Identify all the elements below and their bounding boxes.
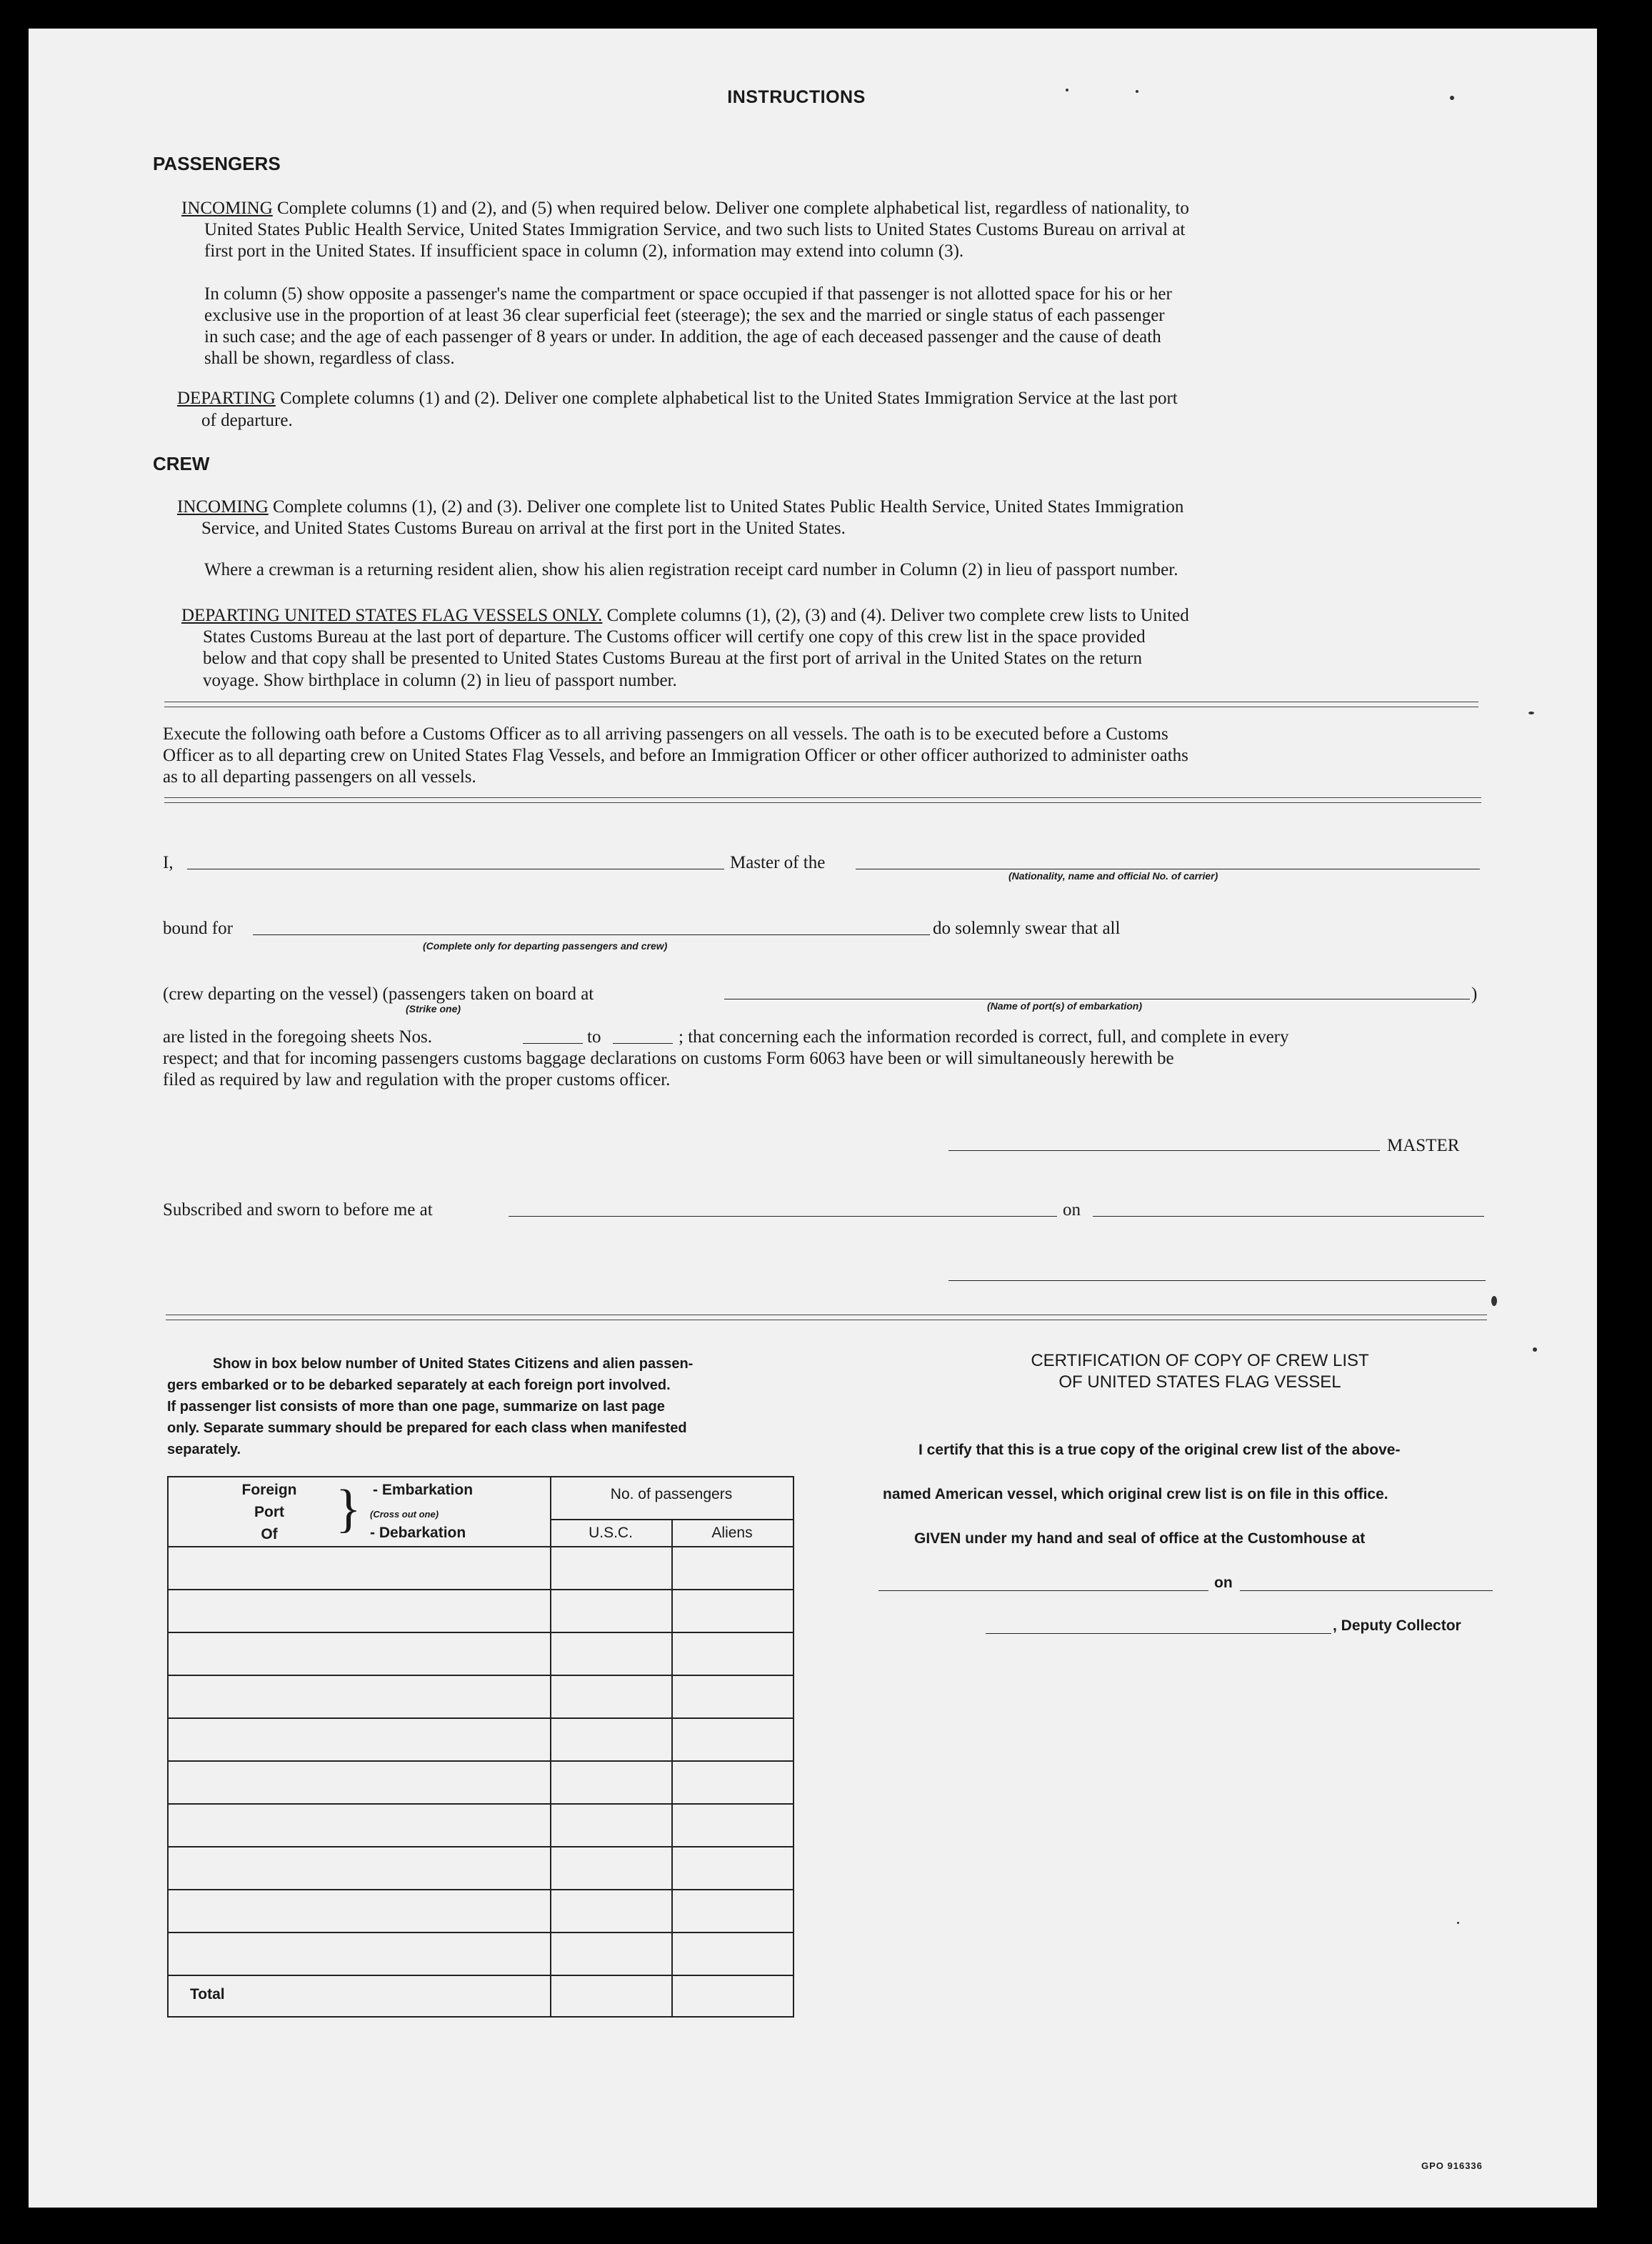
- crew-departing-label: DEPARTING UNITED STATES FLAG VESSELS ONLY.: [181, 606, 603, 625]
- summary-note-line4: only. Separate summary should be prepared for each class when manifested: [167, 1420, 687, 1436]
- strike-one-caption: (Strike one): [406, 1003, 461, 1014]
- passengers-departing-line2: of departure.: [201, 411, 293, 430]
- summary-note-line2: gers embarked or to be debarked separately at each foreign port involved.: [167, 1377, 671, 1393]
- subscribed-label: Subscribed and sworn to before me at: [163, 1200, 433, 1220]
- crew-departing-text: Complete columns (1), (2), (3) and (4). Deliver two complete crew lists to United: [606, 606, 1189, 625]
- passengers-departing-label: DEPARTING: [177, 389, 276, 408]
- deputy-collector-signature-field[interactable]: [986, 1633, 1331, 1634]
- table-row-line: [169, 1632, 793, 1633]
- aliens-header: Aliens: [711, 1525, 753, 1541]
- col-foreign: Foreign: [241, 1482, 297, 1498]
- bound-for-caption: (Complete only for departing passengers and crew): [423, 940, 668, 952]
- crew-resident-alien-note: Where a crewman is a returning resident alien, show his alien registration receipt card number in Column (2) in lieu of passport number.: [204, 560, 1178, 579]
- close-paren: ): [1471, 984, 1478, 1004]
- col-of: Of: [261, 1526, 278, 1542]
- passengers-incoming-text: Complete columns (1) and (2), and (5) when required below. Deliver one complete alphabetical list, regardless of nationality, to: [277, 199, 1189, 218]
- oath-intro-line3: as to all departing passengers on all vessels.: [163, 767, 476, 787]
- sworn-date-field[interactable]: [1093, 1216, 1484, 1217]
- sheet-to-field[interactable]: [613, 1043, 673, 1044]
- scan-speck: [1136, 90, 1138, 93]
- cross-out-caption: (Cross out one): [370, 1509, 439, 1520]
- passengers-col5-line2: exclusive use in the proportion of at least 36 clear superficial feet (steerage); the sex and the married or single status of each passenger: [204, 306, 1165, 325]
- no-of-passengers-header: No. of passengers: [610, 1486, 733, 1502]
- crew-departing-line2: States Customs Bureau at the last port of departure. The Customs officer will certify one copy of this crew list in the space provided: [203, 627, 1146, 647]
- crew-heading: CREW: [153, 453, 210, 474]
- crew-departing-line1: [181, 604, 1189, 627]
- scan-speck: [1533, 1347, 1537, 1352]
- brace-glyph: }: [336, 1480, 361, 1538]
- crew-incoming-line2: Service, and United States Customs Bureau on arrival at the first port in the United States.: [201, 519, 846, 538]
- sheets-statement: ; that concerning each the information recorded is correct, full, and complete in every: [679, 1027, 1289, 1047]
- foreign-port-header: [230, 1479, 309, 1545]
- passengers-incoming-label: INCOMING: [181, 199, 273, 218]
- filed-line: filed as required by law and regulation with the proper customs officer.: [163, 1070, 671, 1089]
- oath-intro-line1: Execute the following oath before a Customs Officer as to all arriving passengers on all vessels. The oath is to be executed before a Customs: [163, 724, 1168, 744]
- sheets-to-label: to: [587, 1027, 601, 1047]
- section-divider: [166, 1315, 1487, 1320]
- debarkation-label: - Debarkation: [370, 1525, 466, 1541]
- scan-speck: [1457, 1922, 1459, 1924]
- crew-incoming-label: INCOMING: [177, 497, 269, 517]
- table-divider: [671, 1520, 673, 2016]
- swear-label: do solemnly swear that all: [933, 919, 1121, 938]
- table-row-line: [169, 1546, 793, 1547]
- passengers-col5-line4: shall be shown, regardless of class.: [204, 349, 455, 368]
- deputy-collector-label: , Deputy Collector: [1333, 1617, 1461, 1634]
- sworn-on-label: on: [1063, 1200, 1081, 1220]
- page-title: INSTRUCTIONS: [727, 87, 866, 107]
- summary-note-line1: Show in box below number of United States Citizens and alien passen-: [213, 1356, 694, 1372]
- crew-departing-line4: voyage. Show birthplace in column (2) in lieu of passport number.: [203, 671, 677, 690]
- scan-speck: [1066, 89, 1068, 91]
- certification-title: [878, 1350, 1521, 1393]
- certification-title-line2: OF UNITED STATES FLAG VESSEL: [1058, 1372, 1341, 1392]
- embarkation-label: - Embarkation: [373, 1482, 474, 1498]
- bound-for-field[interactable]: [253, 934, 930, 935]
- table-row-line: [169, 1717, 793, 1719]
- crew-incoming-line1: [177, 496, 1183, 518]
- total-label: Total: [190, 1986, 225, 2003]
- certification-title-line1: CERTIFICATION OF COPY OF CREW LIST: [1031, 1351, 1369, 1370]
- usc-header: U.S.C.: [589, 1525, 633, 1541]
- passengers-heading: PASSENGERS: [153, 153, 281, 174]
- certification-body-line1: I certify that this is a true copy of the original crew list of the above-: [918, 1442, 1401, 1458]
- certification-body-line2: named American vessel, which original crew list is on file in this office.: [883, 1486, 1388, 1502]
- scan-speck: [1491, 1296, 1497, 1306]
- master-label: MASTER: [1387, 1136, 1460, 1155]
- sworn-at-field[interactable]: [509, 1216, 1057, 1217]
- scan-speck: [1450, 96, 1454, 100]
- certification-on-label: on: [1214, 1575, 1233, 1591]
- master-signature-field[interactable]: [948, 1150, 1380, 1151]
- table-row-line: [169, 1889, 793, 1890]
- summary-note-line3: If passenger list consists of more than one page, summarize on last page: [167, 1399, 665, 1415]
- gpo-code: GPO 916336: [1421, 2160, 1483, 2171]
- col-port: Port: [254, 1504, 284, 1520]
- oath-i-label: I,: [163, 853, 174, 872]
- table-divider: [550, 1477, 551, 2016]
- port-caption: (Name of port(s) of embarkation): [987, 1000, 1143, 1012]
- table-row-line: [169, 1846, 793, 1847]
- summary-note-line5: separately.: [167, 1442, 241, 1457]
- table-row-line: [169, 1675, 793, 1676]
- summary-note: [167, 1353, 796, 1460]
- scan-speck: [1528, 712, 1534, 714]
- passengers-incoming-line3: first port in the United States. If insufficient space in column (2), information may extend into column (3).: [204, 241, 964, 261]
- crew-incoming-text: Complete columns (1), (2) and (3). Deliver one complete list to United States Public Health Service, United States Immigration: [273, 497, 1184, 517]
- section-divider: [164, 702, 1478, 707]
- table-row-line: [169, 1932, 793, 1933]
- bound-for-label: bound for: [163, 919, 233, 938]
- respect-line: respect; and that for incoming passengers customs baggage declarations on customs Form 6063 have been or will simultaneously herewith be: [163, 1049, 1174, 1068]
- table-row-line: [169, 1803, 793, 1805]
- table-row-line: [169, 1760, 793, 1762]
- passengers-departing-text: Complete columns (1) and (2). Deliver one complete alphabetical list to the United States Immigration Service at the last port: [280, 389, 1178, 408]
- carrier-caption: (Nationality, name and official No. of carrier): [1008, 870, 1218, 882]
- passengers-col5-line3: in such case; and the age of each passenger of 8 years or under. In addition, the age of each deceased passenger and the cause of death: [204, 327, 1161, 346]
- sheets-label: are listed in the foregoing sheets Nos.: [163, 1027, 432, 1047]
- passengers-incoming-line2: United States Public Health Service, United States Immigration Service, and two such lists to United States Customs Bureau on arrival at: [204, 220, 1186, 239]
- customhouse-field[interactable]: [878, 1590, 1208, 1591]
- passengers-incoming-line1: [181, 197, 1189, 219]
- certification-date-field[interactable]: [1240, 1590, 1493, 1591]
- crew-departing-line3: below and that copy shall be presented to United States Customs Bureau at the first port of arrival in the United States on the return: [203, 649, 1142, 668]
- passengers-departing-line1: [177, 387, 1178, 409]
- crew-passengers-label: (crew departing on the vessel) (passengers taken on board at: [163, 984, 594, 1004]
- passengers-col5-line1: In column (5) show opposite a passenger's name the compartment or space occupied if that passenger is not allotted space for his or her: [204, 284, 1172, 304]
- given-under-hand: GIVEN under my hand and seal of office at the Customhouse at: [914, 1530, 1366, 1547]
- officer-signature-field[interactable]: [948, 1280, 1486, 1281]
- table-row-line: [169, 1975, 793, 1976]
- passenger-summary-table: [167, 1476, 794, 2018]
- table-row-line: [169, 1589, 793, 1590]
- master-of-the-label: Master of the: [730, 853, 826, 872]
- section-divider: [164, 797, 1481, 803]
- sheet-from-field[interactable]: [523, 1043, 583, 1044]
- oath-intro-line2: Officer as to all departing crew on United States Flag Vessels, and before an Immigration Officer or other officer authorized to administer oaths: [163, 746, 1188, 765]
- table-divider: [550, 1519, 793, 1520]
